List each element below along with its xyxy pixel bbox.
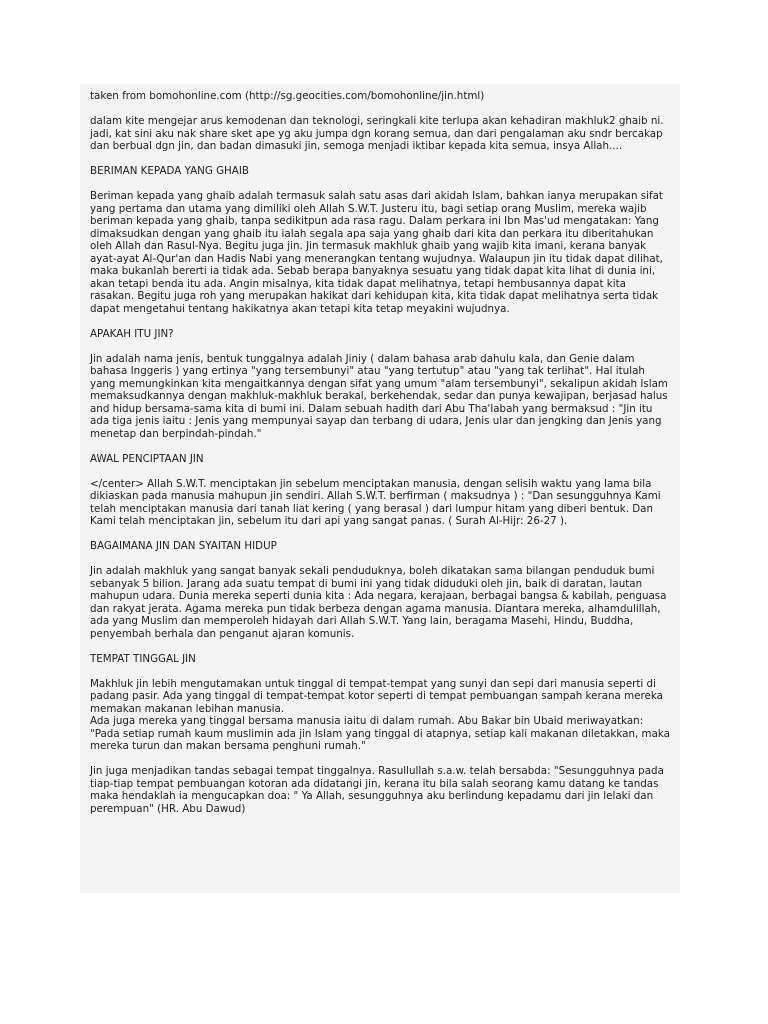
section-paragraph-bagaimana: Jin adalah makhluk yang sangat banyak sekali penduduknya, boleh dikatakan sama bilangan penduduk bumi sebanyak 5 bilion. Jarang ada suatu tempat di bumi ini yang tidak diduduki oleh jin, baik di daratan, lautan mahupun udara. Dunia mereka seperti dunia kita : Ada negara, kerajaan, berbagai bangsa & kabilah, penguasa dan rakyat jerata. Agama mereka pun tidak berbeza dengan agama manusia. Diantara mereka, alhamdulillah, ada yang Muslim dan memperoleh hidayah dari Allah S.W.T. Yang lain, beragama Masehi, Hindu, Buddha, penyembah berhala dan penganut ajaran komunis. — [90, 565, 667, 640]
section-heading-apakah: APAKAH ITU JIN? — [90, 327, 174, 340]
section-heading-tempat: TEMPAT TINGGAL JIN — [90, 652, 196, 665]
document-content — [80, 84, 680, 893]
section-heading-awal: AWAL PENCIPTAAN JIN — [90, 452, 204, 465]
section-heading-bagaimana: BAGAIMANA JIN DAN SYAITAN HIDUP — [90, 540, 277, 552]
section-paragraph-beriman: Beriman kepada yang ghaib adalah termasuk salah satu asas dari akidah Islam, bahkan ianya merupakan sifat yang pertama dan utama yang dimiliki oleh Allah S.W.T. Justeru itu, bagi setiap orang Muslim, mereka wajib beriman kepada yang ghaib, tanpa sedikitpun ada rasa ragu. Dalam perkara ini Ibn Mas'ud mengatakan: Yang dimaksudkan dengan yang ghaib itu ialah segala apa saja yang ghaib dari kita dan perkara itu diberitahukan oleh Allah dan Rasul-Nya. Begitu juga jin. Jin termasuk makhluk ghaib yang wajib kita imani, kerana banyak ayat-ayat Al-Qur'an dan Hadis Nabi yang menerangkan tentang wujudnya. Walaupun jin itu tidak dapat dilihat, maka bukanlah bererti ia tidak ada. Sebab berapa banyaknya sesuatu yang tidak dapat kita lihat di dunia ini, akan tetapi benda itu ada. Angin misalnya, kita tidak dapat melihatnya, tetapi hembusannya dapat kita rasakan. Begitu juga roh yang merupakan hakikat dari kehidupan kita, kita tidak dapat melihatnya serta tidak dapat mengetahui tentang hakikatnya akan tetapi kita tetap meyakini wujudnya. — [90, 190, 663, 315]
intro-paragraph: dalam kite mengejar arus kemodenan dan teknologi, seringkali kite terlupa akan kehadiran makhluk2 ghaib ni. jadi, kat sini aku nak share sket ape yg aku jumpa dgn korang semua, dan dari pengalaman aku sndr bercakap dan berbual dgn jin, dan badan dimasuki jin, semoga menjadi iktibar kepada kita semua, insya Allah.... — [90, 115, 664, 152]
section-paragraph-tempat-1: Makhluk jin lebih mengutamakan untuk tinggal di tempat-tempat yang sunyi dan sepi dari manusia seperti di padang pasir. Ada yang tinggal di tempat-tempat kotor seperti di tempat pembuangan sampah kerana mereka memakan makanan lebihan manusia. — [90, 677, 663, 715]
section-paragraph-awal: </center> Allah S.W.T. menciptakan jin sebelum menciptakan manusia, dengan selisih waktu yang lama bila dikiaskan pada manusia mahupun jin sendiri. Allah S.W.T. berfirman ( maksudnya ) : "Dan sesungguhnya Kami telah menciptakan manusia dari tanah liat kering ( yang berasal ) dari lumpur hitam yang diberi bentuk. Dan Kami telah menciptakan jin, sebelum itu dari api yang sangat panas. ( Surah Al-Hijr: 26-27 ). — [90, 477, 661, 527]
source-line: taken from bomohonline.com (http://sg.geocities.com/bomohonline/jin.html) — [90, 90, 485, 102]
section-paragraph-tempat-3: Jin juga menjadikan tandas sebagai tempat tinggalnya. Rasullullah s.a.w. telah bersabda: "Sesungguhnya pada tiap-tiap tempat pembuangan kotoran ada didatangi jin, kerana itu bila salah seorang kamu datang ke tandas maka hendaklah ia mengucapkan doa: " Ya Allah, sesungguhnya aku berlindung kepadamu dari jin lelaki dan perempuan" (HR. Abu Dawud) — [90, 765, 664, 815]
section-paragraph-apakah: Jin adalah nama jenis, bentuk tunggalnya adalah Jiniy ( dalam bahasa arab dahulu kala, dan Genie dalam bahasa Inggeris ) yang ertinya "yang tersembunyi" atau "yang tertutup" atau "yang tak terlihat". Hal itulah yang memungkinkan kita mengaitkannya dengan sifat yang umum "alam tersembunyi", sekalipun akidah Islam memaksudkannya dengan makhluk-makhluk berakal, berkehendak, sedar dan punya kewajipan, berjasad halus and hidup bersama-sama kita di bumi ini. Dalam sebuah hadith dari Abu Tha'labah yang bermaksud : "Jin itu ada tiga jenis iaitu : Jenis yang mempunyai sayap dan terbang di udara, Jenis ular dan jengking dan Jenis yang menetap dan berpindah-pindah." — [90, 352, 668, 440]
section-heading-beriman: BERIMAN KEPADA YANG GHAIB — [90, 165, 249, 177]
section-paragraph-tempat-2: Ada juga mereka yang tinggal bersama manusia iaitu di dalam rumah. Abu Bakar bin Ubaid meriwayatkan: "Pada setiap rumah kaum muslimin ada jin Islam yang tinggal di atapnya, setiap kali makanan diletakkan, maka mereka turun dan makan bersama penghuni rumah." — [90, 715, 670, 752]
